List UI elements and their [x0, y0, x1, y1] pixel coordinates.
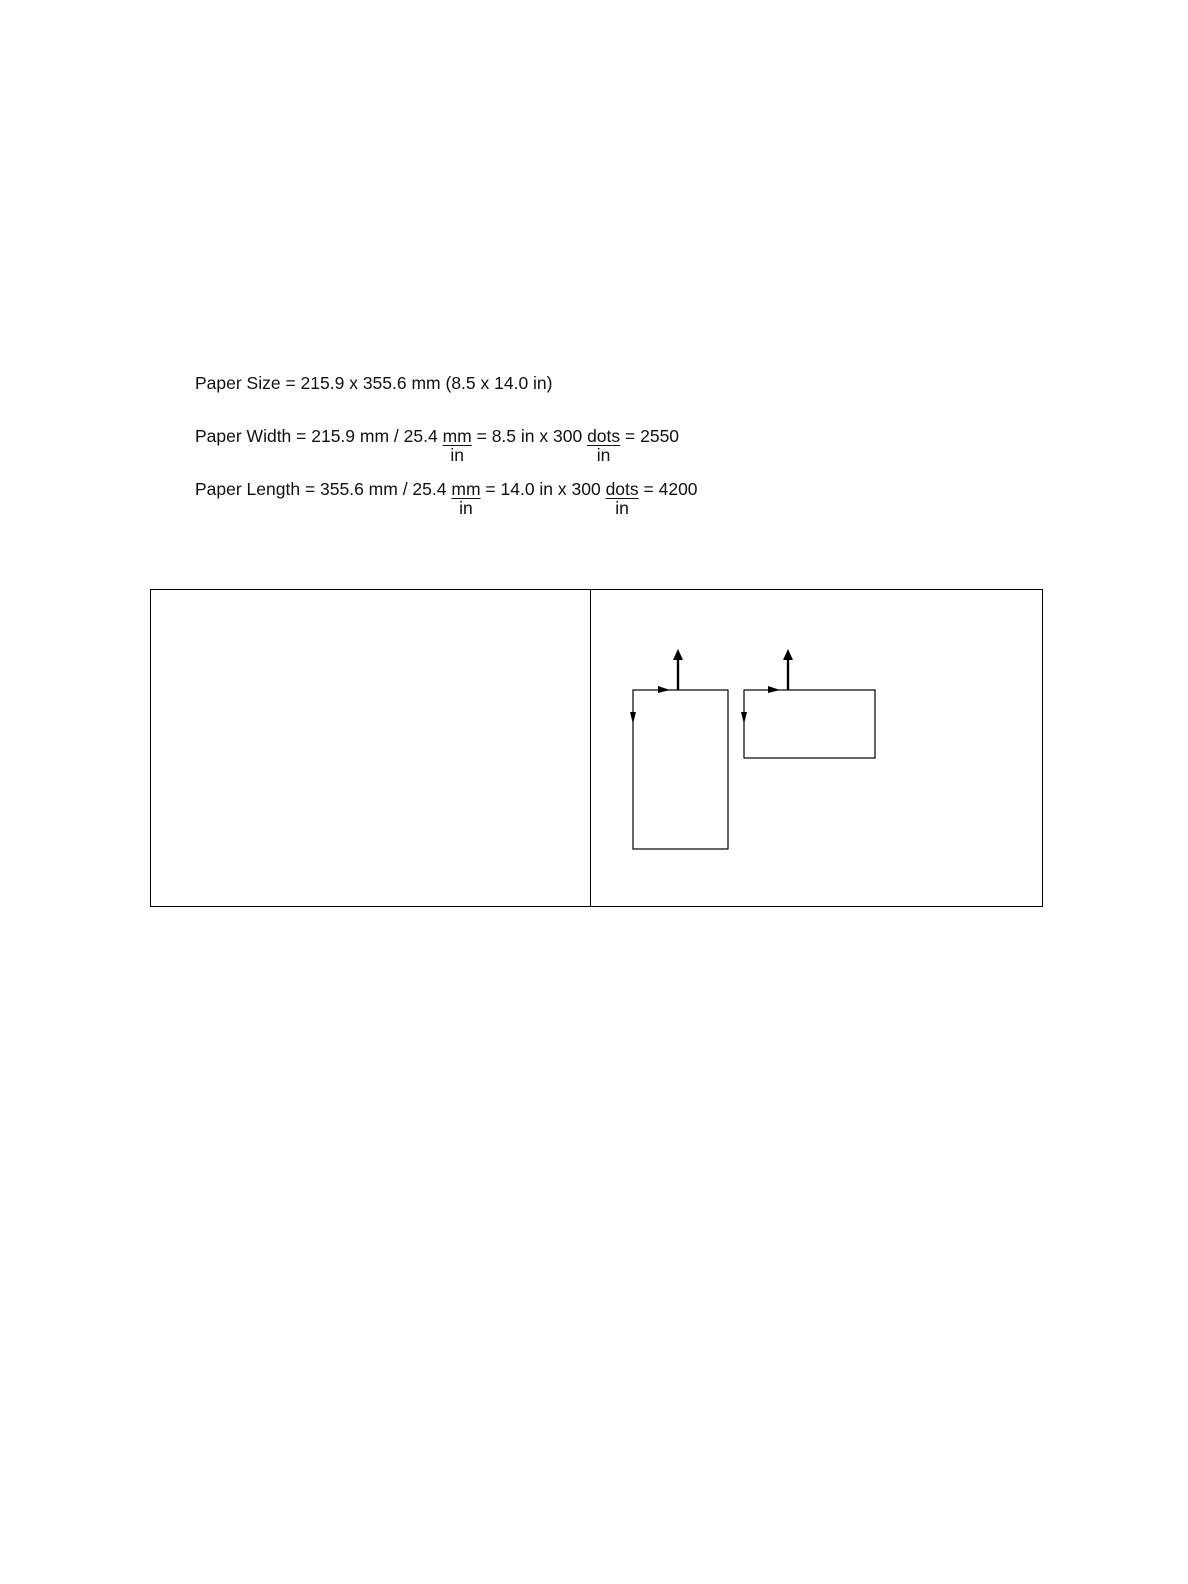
- paper-width-prefix: Paper Width = 215.9 mm / 25.4: [195, 426, 438, 446]
- fraction-numerator: mm: [451, 479, 481, 499]
- fraction-denominator: in: [459, 498, 473, 518]
- portrait-up-arrowhead: [673, 649, 683, 660]
- portrait-x-arrowhead: [658, 686, 670, 693]
- landscape-page-outline: [744, 690, 875, 758]
- portrait-page-icon: [630, 649, 728, 849]
- paper-width-mid: = 8.5 in x 300: [476, 426, 583, 446]
- paper-length-prefix: Paper Length = 355.6 mm / 25.4: [195, 479, 447, 499]
- fraction-denominator: in: [615, 498, 629, 518]
- portrait-y-arrowhead: [630, 712, 636, 724]
- paper-size-text: Paper Size = 215.9 x 355.6 mm (8.5 x 14.0 in): [195, 373, 553, 393]
- fraction-numerator: dots: [605, 479, 639, 499]
- landscape-up-arrowhead: [783, 649, 793, 660]
- fraction-numerator: mm: [442, 426, 472, 446]
- landscape-y-arrowhead: [741, 712, 747, 724]
- paper-width-result: = 2550: [625, 426, 680, 446]
- fraction-denominator: in: [450, 445, 464, 465]
- fraction-denominator: in: [596, 445, 611, 465]
- fraction-numerator: dots: [587, 426, 621, 446]
- paper-length-result: = 4200: [643, 479, 698, 499]
- landscape-x-arrowhead: [768, 686, 780, 693]
- paper-length-mid: = 14.0 in x 300: [485, 479, 601, 499]
- landscape-page-icon: [741, 649, 875, 758]
- portrait-page-outline: [633, 690, 728, 849]
